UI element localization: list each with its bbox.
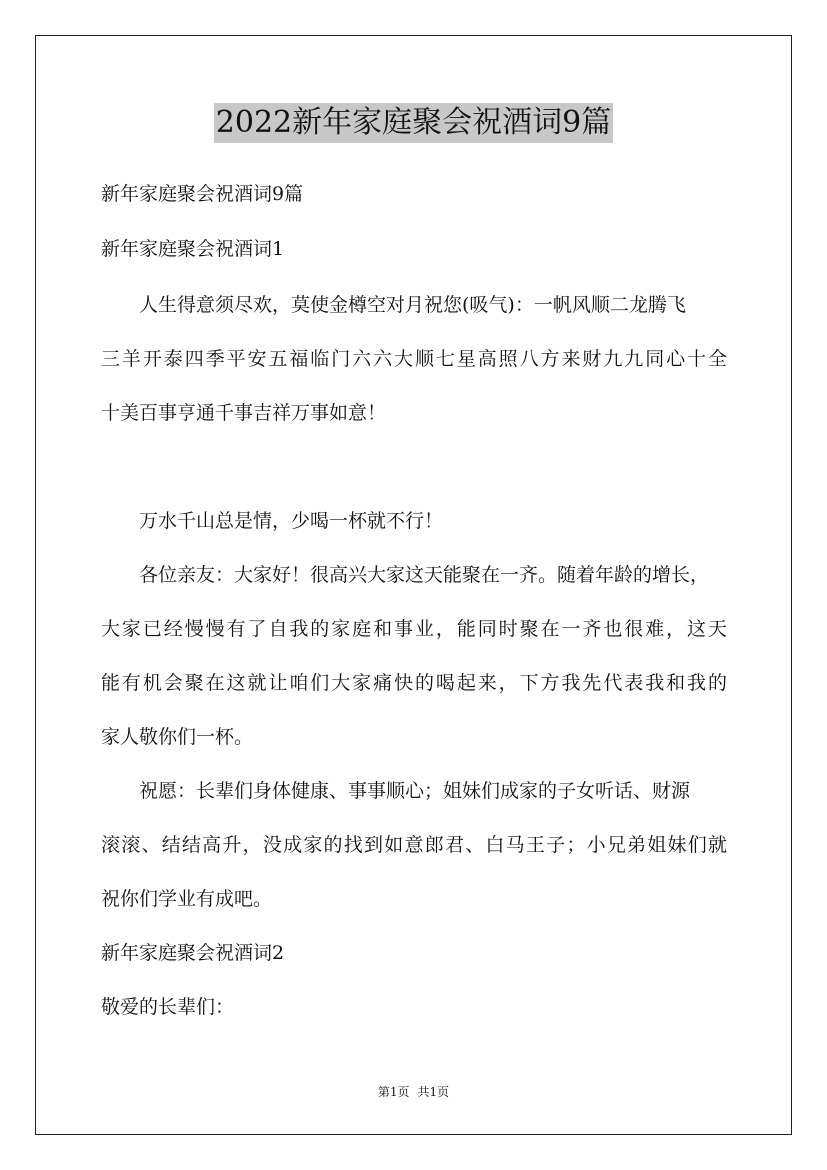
paragraph-line: 十美百事亨通千事吉祥万事如意！	[101, 402, 387, 424]
paragraph-line: 家人敬你们一杯。	[101, 726, 254, 748]
page-total: 共1页	[417, 1085, 450, 1099]
paragraph-line: 各位亲友：大家好！很高兴大家这天能聚在一齐。随着年龄的增长，	[139, 564, 710, 586]
page-footer	[0, 1084, 827, 1100]
title-container	[0, 103, 827, 143]
subtitle-line: 新年家庭聚会祝酒词9篇	[101, 183, 304, 205]
paragraph-line: 人生得意须尽欢，莫使金樽空对月祝您(吸气)：一帆风顺二龙腾飞	[139, 294, 686, 316]
section-heading-1: 新年家庭聚会祝酒词1	[101, 238, 285, 260]
document-title: 2022新年家庭聚会祝酒词9篇	[214, 103, 613, 143]
paragraph-line: 祝你们学业有成吧。	[101, 888, 273, 910]
paragraph-line: 三羊开泰四季平安五福临门六六大顺七星高照八方来财九九同心十全	[101, 348, 727, 370]
paragraph-line: 大家已经慢慢有了自我的家庭和事业，能同时聚在一齐也很难，这天	[101, 618, 727, 640]
paragraph-line: 能有机会聚在这就让咱们大家痛快的喝起来，下方我先代表我和我的	[101, 672, 727, 694]
paragraph-line: 万水千山总是情，少喝一杯就不行！	[139, 510, 444, 532]
paragraph-line: 祝愿：长辈们身体健康、事事顺心；姐妹们成家的子女听话、财源	[139, 780, 691, 802]
paragraph-line: 滚滚、结结高升，没成家的找到如意郎君、白马王子；小兄弟姐妹们就	[101, 834, 727, 856]
paragraph-line: 敬爱的长辈们：	[101, 996, 235, 1018]
page-number: 第1页	[377, 1085, 410, 1099]
section-heading-2: 新年家庭聚会祝酒词2	[101, 942, 285, 964]
